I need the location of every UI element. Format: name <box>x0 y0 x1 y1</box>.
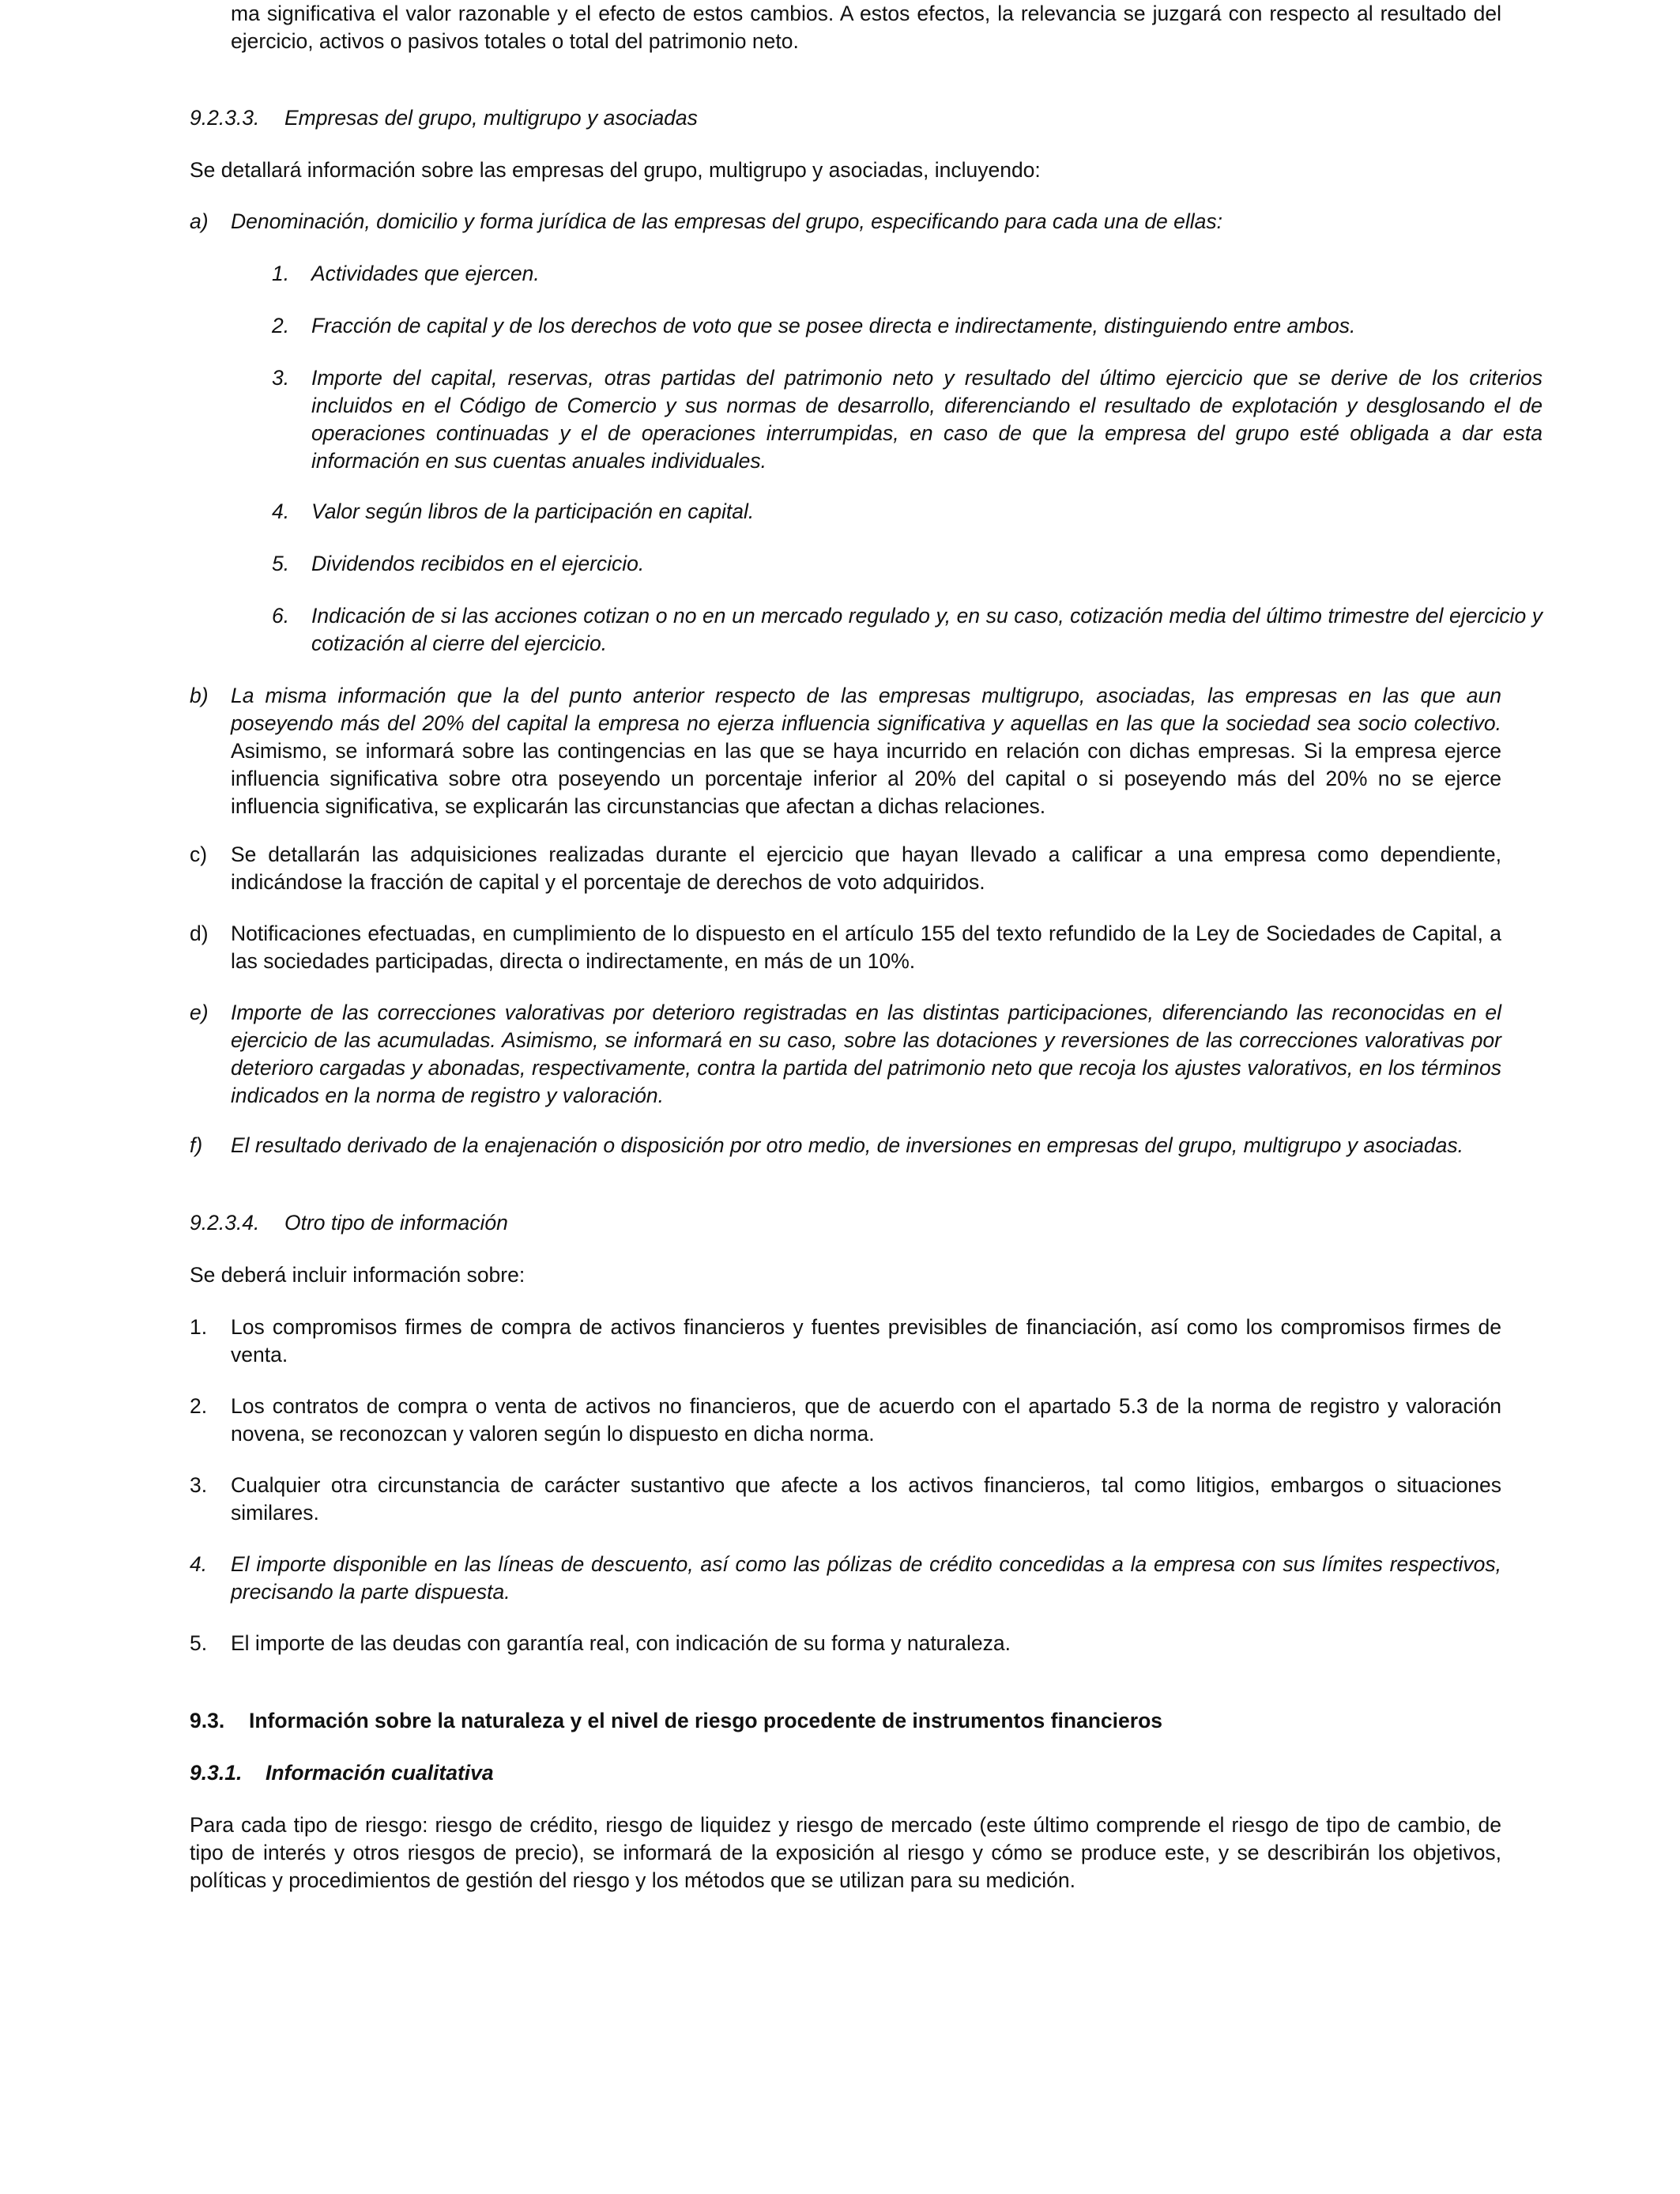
subitem-text: Indicación de si las acciones cotizan o no en un mercado regulado y, en su caso, cotización media del último trimestre del ejercicio y cotización al cierre del ejercicio. <box>311 604 1543 655</box>
item-marker: f) <box>190 1133 203 1157</box>
item-marker: c) <box>190 843 208 866</box>
item-text <box>231 682 1501 820</box>
item-text-italic: La misma información que la del punto anterior respecto de las empresas multigrupo, asociadas, las empresas en las que aun poseyendo más del 20% del capital la empresa no ejerza influencia significativa y aquellas en las que la sociedad sea socio colectivo. <box>231 684 1501 735</box>
item-marker: e) <box>190 1001 209 1024</box>
item-text: Denominación, domicilio y forma jurídica de las empresas del grupo, especificando para cada una de ellas: <box>231 209 1223 233</box>
info-item-5 <box>190 1630 1501 1657</box>
subitem-marker: 1. <box>272 262 290 285</box>
item-text: Notificaciones efectuadas, en cumplimiento de lo dispuesto en el artículo 155 del texto refundido de la Ley de Sociedades de Capital, a las sociedades participadas, directa o indirectamente, en más de un 10%. <box>231 922 1501 973</box>
section-9-2-3-3-lead: Se detallará información sobre las empresas del grupo, multigrupo y asociadas, incluyendo: <box>190 158 1041 182</box>
item-text: El importe de las deudas con garantía real, con indicación de su forma y naturaleza. <box>231 1631 1011 1655</box>
section-9-3-heading <box>190 1707 1501 1735</box>
item-marker: d) <box>190 922 209 945</box>
subitem-text: Fracción de capital y de los derechos de voto que se posee directa e indirectamente, distinguiendo entre ambos. <box>311 314 1356 337</box>
item-marker: 5. <box>190 1631 208 1655</box>
item-text: Los compromisos firmes de compra de activos financieros y fuentes previsibles de financiación, así como los compromisos firmes de venta. <box>231 1315 1501 1367</box>
item-d <box>190 920 1501 975</box>
item-marker: 1. <box>190 1315 208 1339</box>
subitem-4 <box>272 498 1543 526</box>
item-marker: 2. <box>190 1394 208 1418</box>
item-a <box>190 208 1501 236</box>
section-9-2-3-3-heading <box>190 104 1501 132</box>
section-9-2-3-4-heading <box>190 1209 1501 1237</box>
section-9-2-3-4-lead: Se deberá incluir información sobre: <box>190 1263 525 1287</box>
section-title: Empresas del grupo, multigrupo y asociadas <box>284 106 698 130</box>
section-number: 9.2.3.3. <box>190 106 260 130</box>
subitem-5 <box>272 550 1543 578</box>
info-item-2 <box>190 1393 1501 1448</box>
section-9-3-1-heading <box>190 1759 1501 1787</box>
item-text: Se detallarán las adquisiciones realizadas durante el ejercicio que hayan llevado a calificar a una empresa como dependiente, indicándose la fracción de capital y el porcentaje de derechos de voto adquiridos. <box>231 843 1501 894</box>
subitem-2 <box>272 312 1543 340</box>
item-marker: 4. <box>190 1552 208 1576</box>
section-9-3-1-paragraph: Para cada tipo de riesgo: riesgo de crédito, riesgo de liquidez y riesgo de mercado (este último comprende el riesgo de tipo de cambio, de tipo de interés y otros riesgos de precio), se informará de la exposición al riesgo y cómo se produce este, y se describirán los objetivos, políticas y procedimientos de gestión del riesgo y los métodos que se utilizan para su medición. <box>190 1813 1501 1892</box>
item-text: El importe disponible en las líneas de descuento, así como las pólizas de crédito concedidas a la empresa con sus límites respectivos, precisando la parte dispuesta. <box>231 1552 1501 1604</box>
item-text: Importe de las correcciones valorativas por deterioro registradas en las distintas participaciones, diferenciando las reconocidas en el ejercicio de las acumuladas. Asimismo, se informará en su caso, sobre las dotaciones y reversiones de las correcciones valorativas por deterioro cargadas y abonadas, respectivamente, contra la partida del patrimonio neto que recoja los ajustes valorativos, en los términos indicados en la norma de registro y valoración. <box>231 1001 1501 1107</box>
subitem-marker: 5. <box>272 552 290 575</box>
subitem-6 <box>272 602 1543 658</box>
item-f <box>190 1132 1501 1159</box>
subitem-text: Valor según libros de la participación en capital. <box>311 499 755 523</box>
info-item-1 <box>190 1314 1501 1369</box>
item-marker: 3. <box>190 1473 208 1497</box>
section-title: Información sobre la naturaleza y el nivel de riesgo procedente de instrumentos financieros <box>249 1709 1163 1732</box>
section-number: 9.3. <box>190 1709 225 1732</box>
subitem-marker: 4. <box>272 499 290 523</box>
subitem-marker: 2. <box>272 314 290 337</box>
subitem-text: Importe del capital, reservas, otras partidas del patrimonio neto y resultado del último ejercicio que se derive de los criterios incluidos en el Código de Comercio y sus normas de desarrollo, diferenciando el resultado de explotación y desglosando el de operaciones continuadas y el de operaciones interrumpidas, en caso de que la empresa del grupo esté obligada a dar esta información en sus cuentas anuales individuales. <box>311 366 1543 473</box>
subitem-1 <box>272 260 1543 288</box>
item-marker: a) <box>190 209 209 233</box>
item-b <box>190 682 1501 820</box>
section-number: 9.2.3.4. <box>190 1211 260 1235</box>
item-c <box>190 841 1501 896</box>
section-number: 9.3.1. <box>190 1761 243 1785</box>
item-text: Cualquier otra circunstancia de carácter sustantivo que afecte a los activos financieros, tal como litigios, embargos o situaciones similares. <box>231 1473 1501 1525</box>
subitem-3 <box>272 364 1543 475</box>
subitem-text: Dividendos recibidos en el ejercicio. <box>311 552 645 575</box>
subitem-marker: 3. <box>272 366 290 390</box>
item-text: El resultado derivado de la enajenación o disposición por otro medio, de inversiones en empresas del grupo, multigrupo y asociadas. <box>231 1133 1464 1157</box>
section-title: Información cualitativa <box>266 1761 494 1785</box>
item-e <box>190 999 1501 1110</box>
intro-paragraph: ma significativa el valor razonable y el efecto de estos cambios. A estos efectos, la relevancia se juzgará con respecto al resultado del ejercicio, activos o pasivos totales o total del patrimonio neto. <box>231 2 1501 53</box>
section-title: Otro tipo de información <box>284 1211 508 1235</box>
subitem-text: Actividades que ejercen. <box>311 262 540 285</box>
item-marker: b) <box>190 684 209 707</box>
subitem-marker: 6. <box>272 604 290 628</box>
item-text: Los contratos de compra o venta de activos no financieros, que de acuerdo con el apartado 5.3 de la norma de registro y valoración novena, se reconozcan y valoren según lo dispuesto en dicha norma. <box>231 1394 1501 1446</box>
item-text-normal: Asimismo, se informará sobre las contingencias en las que se haya incurrido en relación con dichas empresas. Si la empresa ejerce influencia significativa sobre otra poseyendo un porcentaje inferior al 20% del capital o si poseyendo más del 20% no se ejerce influencia significativa, se explicarán las circunstancias que afectan a dichas relaciones. <box>231 739 1501 818</box>
info-item-4 <box>190 1551 1501 1606</box>
info-item-3 <box>190 1472 1501 1527</box>
